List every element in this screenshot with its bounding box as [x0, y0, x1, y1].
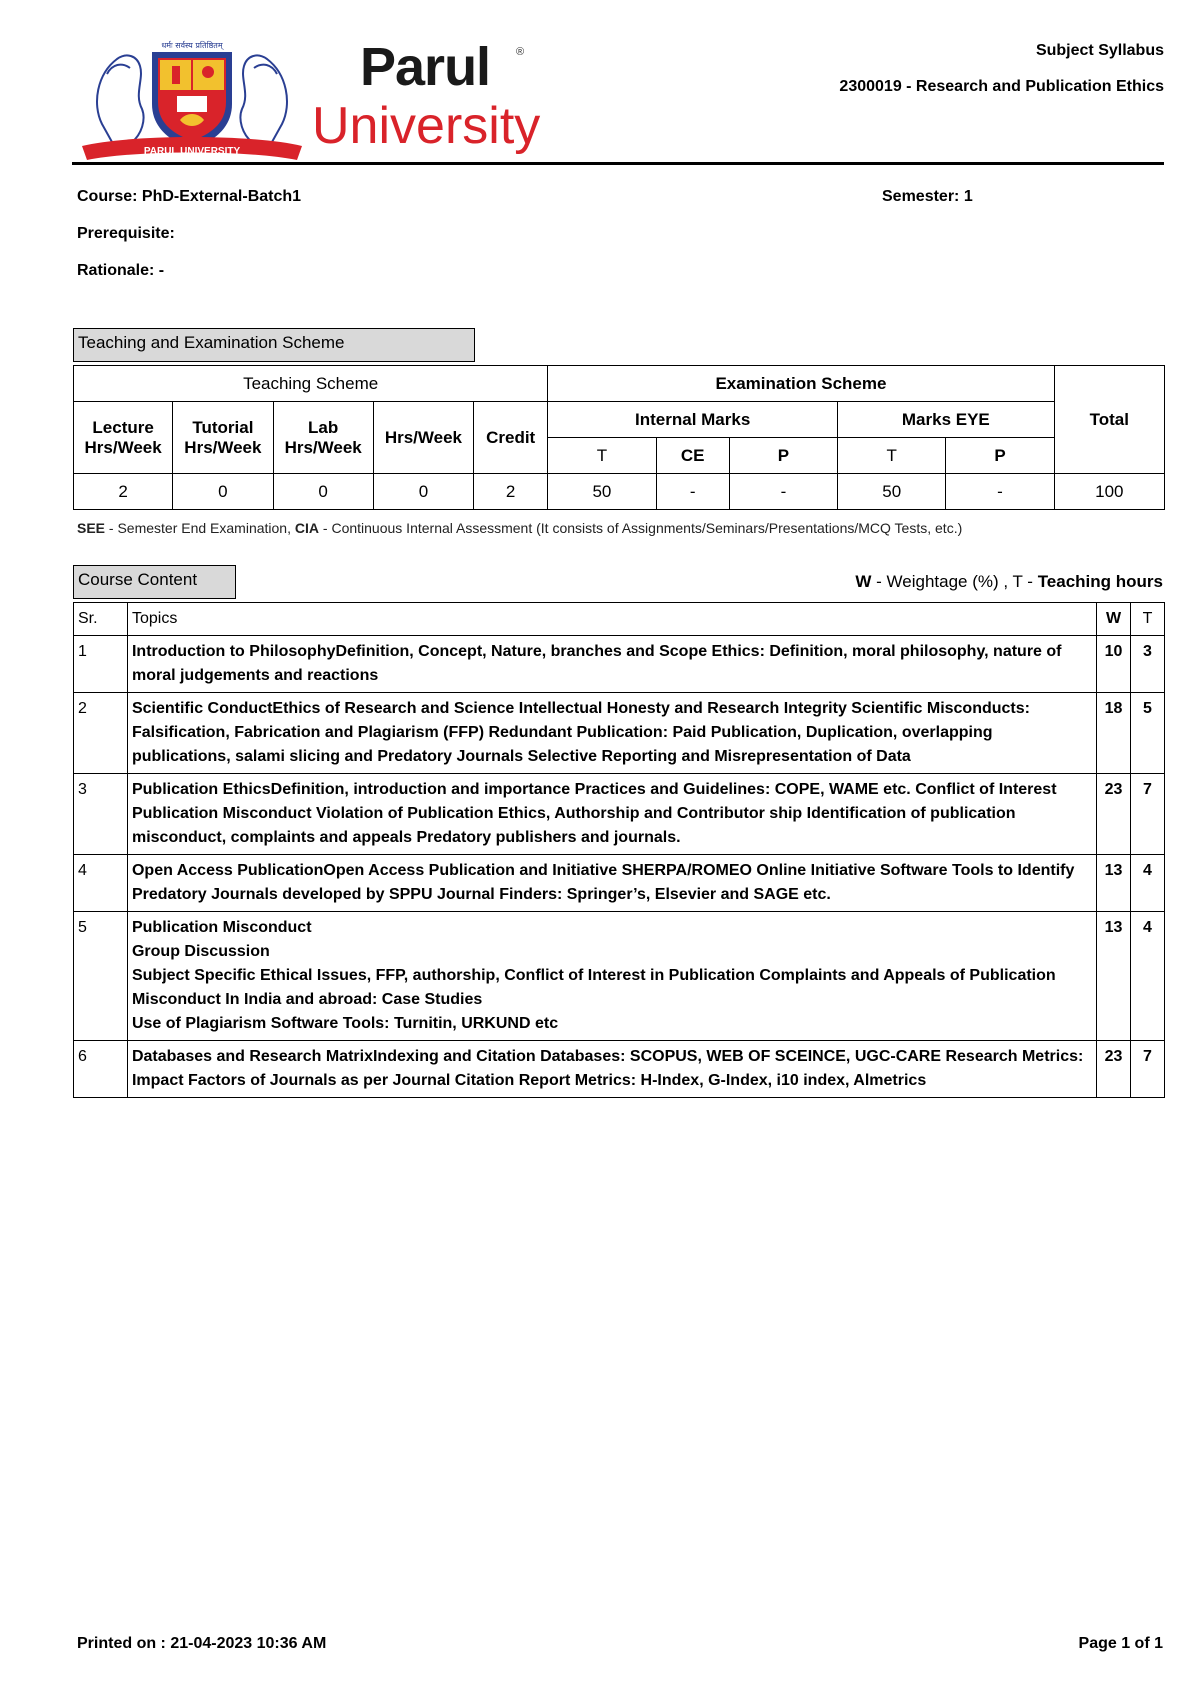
- row-weightage: 13: [1097, 912, 1131, 1041]
- topic-line: Databases and Research MatrixIndexing and Citation Databases: SCOPUS, WEB OF SCEINCE, UGC-CARE Research Metrics: Impact Factors of Journals as per Journal Citation Report Metrics: H-Index, G-Index, i10 index, Almetrics: [131, 1048, 1084, 1089]
- row-weightage: 18: [1097, 693, 1131, 774]
- credit-header: Credit: [474, 402, 548, 474]
- topic-line: Use of Plagiarism Software Tools: Turnitin, URKUND etc: [131, 1015, 559, 1032]
- row-sr: 1: [74, 636, 128, 693]
- course-label: Course: PhD-External-Batch1: [77, 188, 302, 205]
- tutorial-header: Tutorial Hrs/Week: [173, 402, 273, 474]
- legend-t: Teaching hours: [1037, 572, 1163, 591]
- subject-title: 2300019 - Research and Publication Ethics: [839, 78, 1164, 95]
- internal-marks-header: Internal Marks: [548, 402, 838, 438]
- table-row: [74, 693, 1165, 774]
- hrs-week-header: Hrs/Week: [373, 402, 473, 474]
- w-header: W: [1097, 603, 1131, 636]
- content-section-tab: Course Content: [73, 565, 236, 599]
- row-sr: 4: [74, 855, 128, 912]
- row-teaching-hours: 4: [1131, 855, 1165, 912]
- row-weightage: 23: [1097, 1041, 1131, 1098]
- credit-value: 2: [474, 474, 548, 510]
- scheme-table: [73, 365, 1165, 510]
- table-row: [74, 1041, 1165, 1098]
- content-header-row: [74, 603, 1165, 636]
- row-teaching-hours: 4: [1131, 912, 1165, 1041]
- lecture-value: 2: [74, 474, 173, 510]
- row-topic: [127, 774, 1096, 855]
- internal-p-header: P: [729, 438, 837, 474]
- scheme-header-row-1: [74, 366, 1165, 402]
- topic-line: Publication Misconduct: [131, 919, 312, 936]
- row-topic: [127, 912, 1096, 1041]
- scheme-header-row-2: [74, 402, 1165, 438]
- scheme-values-row: [74, 474, 1165, 510]
- weightage-legend: [855, 572, 1163, 592]
- row-weightage: 13: [1097, 855, 1131, 912]
- hrs-week-value: 0: [373, 474, 473, 510]
- internal-ce-value: -: [656, 474, 729, 510]
- lecture-header: Lecture Hrs/Week: [74, 402, 173, 474]
- row-teaching-hours: 7: [1131, 1041, 1165, 1098]
- topic-line: Group Discussion: [131, 943, 270, 960]
- eye-t-header: T: [838, 438, 946, 474]
- examination-scheme-header: Examination Scheme: [548, 366, 1054, 402]
- see-abbr: SEE: [77, 520, 106, 536]
- prerequisite-label: Prerequisite:: [77, 225, 175, 242]
- sr-header: Sr.: [74, 603, 128, 636]
- legend-w-text: - Weightage (%) , T -: [871, 572, 1038, 591]
- header-divider: [72, 162, 1164, 165]
- topic-line: Scientific ConductEthics of Research and Science Intellectual Honesty and Research Integrity Scientific Misconducts: Falsification, Fabrication and Plagiarism (FFP) Redundant Publication: Paid Publication, Duplication, overlapping publications, salami slicing and Predatory Journals Selective Reporting and Misrepresentation of Data: [131, 700, 1030, 765]
- logo-motto: धर्मः सर्वस्य प्रतिष्ठितम्: [161, 41, 223, 50]
- brand-registered-mark: ®: [516, 46, 525, 58]
- table-row: [74, 636, 1165, 693]
- row-topic: [127, 1041, 1096, 1098]
- topic-line: Subject Specific Ethical Issues, FFP, authorship, Conflict of Interest in Publication Complaints and Appeals of Publication Misconduct In India and abroad: Case Studies: [131, 967, 1056, 1008]
- printed-on: Printed on : 21-04-2023 10:36 AM: [77, 1635, 327, 1652]
- topic-line: Introduction to PhilosophyDefinition, Concept, Nature, branches and Scope Ethics: Definition, moral philosophy, nature of moral judgements and reactions: [131, 643, 1062, 684]
- row-sr: 3: [74, 774, 128, 855]
- see-text: - Semester End Examination,: [105, 520, 295, 536]
- row-topic: [127, 855, 1096, 912]
- total-header: Total: [1054, 366, 1164, 474]
- header-info: [839, 42, 1164, 114]
- internal-t-value: 50: [548, 474, 656, 510]
- teaching-scheme-header: Teaching Scheme: [74, 366, 548, 402]
- table-row: [74, 774, 1165, 855]
- tutorial-value: 0: [173, 474, 273, 510]
- scheme-section-tab: Teaching and Examination Scheme: [73, 328, 475, 362]
- total-value: 100: [1054, 474, 1164, 510]
- topic-line: Open Access PublicationOpen Access Publication and Initiative SHERPA/ROMEO Online Initiative Software Tools to Identify Predatory Journals developed by SPPU Journal Finders: Springer’s, Elsevier and SAGE etc.: [131, 862, 1075, 903]
- semester-label: Semester: 1: [882, 188, 973, 205]
- row-weightage: 23: [1097, 774, 1131, 855]
- topics-header: Topics: [127, 603, 1096, 636]
- row-sr: 6: [74, 1041, 128, 1098]
- lab-header: Lab Hrs/Week: [273, 402, 373, 474]
- brand-university: University: [312, 97, 541, 155]
- internal-t-header: T: [548, 438, 656, 474]
- table-row: [74, 912, 1165, 1041]
- row-teaching-hours: 7: [1131, 774, 1165, 855]
- row-teaching-hours: 5: [1131, 693, 1165, 774]
- course-content-table: [73, 602, 1165, 1098]
- brand-parul: Parul: [360, 37, 491, 97]
- eye-p-value: -: [946, 474, 1054, 510]
- topic-line: Publication EthicsDefinition, introduction and importance Practices and Guidelines: COPE, WAME etc. Conflict of Interest Publication Misconduct Violation of Publication Ethics, Authorship and Contributor ship Identification of publication misconduct, complaints and appeals Predatory publishers and journals.: [131, 781, 1057, 846]
- logo-ribbon-text: PARUL UNIVERSITY: [143, 146, 241, 157]
- lab-value: 0: [273, 474, 373, 510]
- row-weightage: 10: [1097, 636, 1131, 693]
- marks-eye-header: Marks EYE: [838, 402, 1055, 438]
- page-number: Page 1 of 1: [1078, 1635, 1163, 1652]
- see-note: [77, 520, 962, 536]
- cia-text: - Continuous Internal Assessment (It consists of Assignments/Seminars/Presentations/MCQ Tests, etc.): [319, 520, 963, 536]
- legend-w: W: [855, 572, 872, 591]
- row-sr: 5: [74, 912, 128, 1041]
- internal-ce-header: CE: [656, 438, 729, 474]
- internal-p-value: -: [729, 474, 837, 510]
- row-topic: [127, 693, 1096, 774]
- doc-type: Subject Syllabus: [1035, 42, 1164, 59]
- table-row: [74, 855, 1165, 912]
- rationale-label: Rationale: -: [77, 262, 165, 279]
- cia-abbr: CIA: [294, 520, 320, 536]
- row-sr: 2: [74, 693, 128, 774]
- t-header: T: [1131, 603, 1165, 636]
- row-teaching-hours: 3: [1131, 636, 1165, 693]
- eye-p-header: P: [946, 438, 1054, 474]
- row-topic: [127, 636, 1096, 693]
- eye-t-value: 50: [838, 474, 946, 510]
